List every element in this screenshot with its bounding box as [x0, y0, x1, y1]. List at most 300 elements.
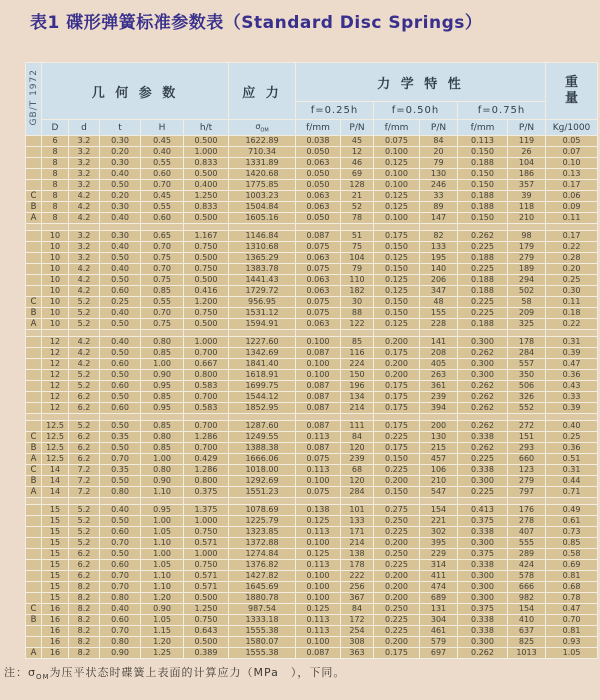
- table-body: [26, 136, 598, 659]
- cell-H: 0.90: [141, 604, 184, 615]
- cell-f-050: 0.225: [374, 626, 420, 637]
- table-row: [26, 454, 598, 465]
- cell-f-025: 0.100: [296, 538, 341, 549]
- cell-H: 1.10: [141, 571, 184, 582]
- cell-f-050: 0.225: [374, 615, 420, 626]
- cell-P-075: 209: [508, 308, 546, 319]
- spacer-cell: [184, 224, 229, 231]
- cell-f-025: 0.075: [296, 242, 341, 253]
- col-label-H: H: [141, 120, 184, 136]
- cell-D: 10: [42, 286, 69, 297]
- cell-weight: 0.36: [546, 443, 598, 454]
- cell-type: A: [26, 648, 42, 659]
- cell-P-025: 367: [341, 593, 374, 604]
- cell-f-075: 0.188: [458, 286, 508, 297]
- cell-t: 0.80: [100, 637, 141, 648]
- cell-P-075: 552: [508, 403, 546, 414]
- cell-P-075: 26: [508, 147, 546, 158]
- col-label-p-n-2: P/N: [420, 120, 458, 136]
- cell-P-075: 272: [508, 421, 546, 432]
- cell-sigma-om: 1249.55: [229, 432, 296, 443]
- header-mechanical: 力 学 特 性: [296, 63, 546, 102]
- cell-h-t: 0.500: [184, 253, 229, 264]
- cell-P-025: 308: [341, 637, 374, 648]
- cell-P-075: 982: [508, 593, 546, 604]
- cell-P-050: 461: [420, 626, 458, 637]
- spacer-cell: [184, 498, 229, 505]
- cell-H: 0.70: [141, 264, 184, 275]
- cell-P-050: 130: [420, 169, 458, 180]
- cell-t: 0.50: [100, 180, 141, 191]
- cell-h-t: 0.750: [184, 527, 229, 538]
- cell-weight: 0.31: [546, 337, 598, 348]
- cell-P-025: 150: [341, 370, 374, 381]
- cell-P-025: 133: [341, 516, 374, 527]
- cell-P-025: 122: [341, 319, 374, 330]
- cell-h-t: 0.429: [184, 454, 229, 465]
- spacer-cell: [42, 414, 69, 421]
- cell-d: 3.2: [69, 231, 100, 242]
- cell-f-025: 0.100: [296, 593, 341, 604]
- table-row: [26, 242, 598, 253]
- cell-P-025: 254: [341, 626, 374, 637]
- spacer-cell: [100, 498, 141, 505]
- cell-f-075: 0.262: [458, 348, 508, 359]
- spacer-cell: [508, 224, 546, 231]
- weight-char-1: 重: [565, 75, 579, 91]
- cell-weight: 0.22: [546, 319, 598, 330]
- spacer-cell: [420, 414, 458, 421]
- cell-sigma-om: 1551.23: [229, 487, 296, 498]
- cell-weight: 0.25: [546, 432, 598, 443]
- cell-P-050: 411: [420, 571, 458, 582]
- cell-t: 0.60: [100, 560, 141, 571]
- cell-f-075: 0.375: [458, 549, 508, 560]
- cell-f-050: 0.225: [374, 560, 420, 571]
- cell-type: B: [26, 615, 42, 626]
- cell-D: 10: [42, 253, 69, 264]
- cell-h-t: 0.500: [184, 169, 229, 180]
- cell-type: [26, 253, 42, 264]
- cell-f-050: 0.125: [374, 202, 420, 213]
- cell-weight: 0.13: [546, 169, 598, 180]
- spacer-cell: [229, 224, 296, 231]
- cell-f-075: 0.262: [458, 392, 508, 403]
- cell-sigma-om: 1323.85: [229, 527, 296, 538]
- cell-d: 3.2: [69, 242, 100, 253]
- cell-sigma-om: 1852.95: [229, 403, 296, 414]
- cell-H: 1.25: [141, 648, 184, 659]
- cell-h-t: 1.200: [184, 297, 229, 308]
- cell-f-075: 0.188: [458, 158, 508, 169]
- cell-D: 8: [42, 202, 69, 213]
- cell-H: 1.10: [141, 538, 184, 549]
- cell-h-t: 0.800: [184, 370, 229, 381]
- cell-h-t: 0.400: [184, 180, 229, 191]
- cell-P-025: 45: [341, 136, 374, 147]
- cell-weight: 0.47: [546, 604, 598, 615]
- cell-D: 16: [42, 615, 69, 626]
- table-row: [26, 337, 598, 348]
- cell-D: 15: [42, 560, 69, 571]
- cell-D: 10: [42, 264, 69, 275]
- spacer-cell: [69, 330, 100, 337]
- cell-sigma-om: 1427.82: [229, 571, 296, 582]
- col-label-t: t: [100, 120, 141, 136]
- spacer-cell: [546, 414, 598, 421]
- cell-d: 4.2: [69, 337, 100, 348]
- table-row: [26, 158, 598, 169]
- cell-P-050: 263: [420, 370, 458, 381]
- cell-f-050: 0.225: [374, 432, 420, 443]
- cell-sigma-om: 1274.84: [229, 549, 296, 560]
- spacer-cell: [229, 498, 296, 505]
- cell-P-025: 111: [341, 421, 374, 432]
- spacer-cell: [374, 414, 420, 421]
- cell-P-075: 797: [508, 487, 546, 498]
- header-f-050h: f=0.50h: [374, 102, 458, 120]
- cell-type: [26, 286, 42, 297]
- spacer-cell: [229, 330, 296, 337]
- cell-type: A: [26, 319, 42, 330]
- cell-h-t: 0.500: [184, 275, 229, 286]
- cell-H: 0.85: [141, 348, 184, 359]
- cell-f-025: 0.063: [296, 202, 341, 213]
- cell-f-075: 0.300: [458, 476, 508, 487]
- cell-P-075: 424: [508, 560, 546, 571]
- cell-sigma-om: 1841.40: [229, 359, 296, 370]
- table-row: [26, 147, 598, 158]
- cell-f-050: 0.175: [374, 443, 420, 454]
- cell-weight: 0.17: [546, 231, 598, 242]
- cell-f-025: 0.100: [296, 582, 341, 593]
- cell-t: 0.40: [100, 604, 141, 615]
- cell-d: 4.2: [69, 275, 100, 286]
- spacer-cell: [26, 498, 42, 505]
- cell-P-025: 84: [341, 432, 374, 443]
- cell-h-t: 1.286: [184, 432, 229, 443]
- cell-weight: 0.43: [546, 381, 598, 392]
- cell-type: [26, 549, 42, 560]
- spacer-cell: [100, 330, 141, 337]
- cell-f-050: 0.125: [374, 275, 420, 286]
- cell-f-075: 0.262: [458, 403, 508, 414]
- cell-h-t: 0.833: [184, 202, 229, 213]
- cell-P-075: 825: [508, 637, 546, 648]
- cell-f-050: 0.150: [374, 487, 420, 498]
- spacer-cell: [420, 224, 458, 231]
- spacer-cell: [420, 498, 458, 505]
- cell-P-025: 30: [341, 297, 374, 308]
- cell-f-025: 0.125: [296, 516, 341, 527]
- cell-P-050: 147: [420, 213, 458, 224]
- cell-sigma-om: 1441.43: [229, 275, 296, 286]
- cell-type: [26, 381, 42, 392]
- cell-sigma-om: 1227.60: [229, 337, 296, 348]
- cell-H: 0.75: [141, 275, 184, 286]
- cell-P-075: 118: [508, 202, 546, 213]
- cell-type: [26, 136, 42, 147]
- cell-h-t: 1.167: [184, 231, 229, 242]
- cell-t: 0.50: [100, 421, 141, 432]
- cell-P-075: 407: [508, 527, 546, 538]
- cell-t: 0.60: [100, 527, 141, 538]
- cell-f-075: 0.300: [458, 637, 508, 648]
- cell-P-050: 154: [420, 505, 458, 516]
- cell-d: 6.2: [69, 549, 100, 560]
- cell-P-025: 214: [341, 538, 374, 549]
- cell-sigma-om: 1342.69: [229, 348, 296, 359]
- cell-f-050: 0.125: [374, 253, 420, 264]
- cell-H: 0.90: [141, 476, 184, 487]
- cell-H: 1.20: [141, 593, 184, 604]
- cell-d: 8.2: [69, 637, 100, 648]
- cell-d: 8.2: [69, 626, 100, 637]
- cell-f-050: 0.200: [374, 476, 420, 487]
- cell-P-050: 228: [420, 319, 458, 330]
- cell-D: 10: [42, 308, 69, 319]
- cell-D: 8: [42, 169, 69, 180]
- cell-P-050: 347: [420, 286, 458, 297]
- cell-h-t: 1.000: [184, 549, 229, 560]
- cell-P-025: 12: [341, 147, 374, 158]
- cell-P-050: 89: [420, 202, 458, 213]
- cell-weight: 0.17: [546, 180, 598, 191]
- cell-f-075: 0.225: [458, 454, 508, 465]
- cell-weight: 0.11: [546, 297, 598, 308]
- cell-h-t: 0.500: [184, 136, 229, 147]
- cell-type: [26, 403, 42, 414]
- cell-f-075: 0.225: [458, 487, 508, 498]
- cell-P-075: 154: [508, 604, 546, 615]
- cell-sigma-om: 1622.89: [229, 136, 296, 147]
- cell-P-025: 239: [341, 454, 374, 465]
- table-row: [26, 432, 598, 443]
- cell-weight: 0.25: [546, 275, 598, 286]
- cell-D: 15: [42, 527, 69, 538]
- cell-f-025: 0.100: [296, 571, 341, 582]
- spacer-cell: [296, 414, 341, 421]
- cell-h-t: 1.000: [184, 516, 229, 527]
- col-label-d: d: [69, 120, 100, 136]
- table-row: [26, 582, 598, 593]
- cell-t: 0.35: [100, 432, 141, 443]
- cell-d: 5.2: [69, 297, 100, 308]
- cell-d: 5.2: [69, 381, 100, 392]
- cell-P-050: 210: [420, 476, 458, 487]
- cell-P-075: 39: [508, 191, 546, 202]
- spacer-cell: [420, 330, 458, 337]
- cell-f-025: 0.038: [296, 136, 341, 147]
- cell-h-t: 0.416: [184, 286, 229, 297]
- spacer-cell: [508, 330, 546, 337]
- cell-h-t: 1.000: [184, 147, 229, 158]
- cell-P-050: 239: [420, 392, 458, 403]
- cell-D: 8: [42, 191, 69, 202]
- table-row: [26, 381, 598, 392]
- cell-P-025: 224: [341, 359, 374, 370]
- cell-f-025: 0.113: [296, 560, 341, 571]
- cell-P-050: 395: [420, 538, 458, 549]
- spacer-cell: [374, 498, 420, 505]
- cell-weight: 0.51: [546, 454, 598, 465]
- cell-t: 0.50: [100, 275, 141, 286]
- cell-sigma-om: 1504.84: [229, 202, 296, 213]
- cell-D: 14: [42, 487, 69, 498]
- spacer-cell: [42, 330, 69, 337]
- spacer-cell: [341, 498, 374, 505]
- cell-f-075: 0.338: [458, 560, 508, 571]
- cell-type: [26, 505, 42, 516]
- group-spacer-row: [26, 224, 598, 231]
- cell-h-t: 0.700: [184, 421, 229, 432]
- spacer-cell: [546, 224, 598, 231]
- cell-P-025: 79: [341, 264, 374, 275]
- cell-f-050: 0.150: [374, 454, 420, 465]
- cell-t: 0.70: [100, 538, 141, 549]
- cell-sigma-om: 956.95: [229, 297, 296, 308]
- cell-f-050: 0.150: [374, 308, 420, 319]
- cell-type: [26, 264, 42, 275]
- cell-P-025: 75: [341, 242, 374, 253]
- cell-weight: 0.69: [546, 560, 598, 571]
- cell-weight: 0.33: [546, 392, 598, 403]
- cell-D: 16: [42, 626, 69, 637]
- cell-P-025: 256: [341, 582, 374, 593]
- cell-P-075: 186: [508, 169, 546, 180]
- cell-P-075: 284: [508, 348, 546, 359]
- cell-f-025: 0.087: [296, 381, 341, 392]
- cell-f-025: 0.063: [296, 253, 341, 264]
- cell-type: B: [26, 476, 42, 487]
- cell-P-025: 78: [341, 213, 374, 224]
- header-stress: 应 力: [229, 63, 296, 120]
- cell-type: C: [26, 604, 42, 615]
- cell-type: [26, 275, 42, 286]
- cell-d: 5.2: [69, 308, 100, 319]
- cell-d: 6.2: [69, 403, 100, 414]
- cell-P-025: 120: [341, 476, 374, 487]
- cell-f-025: 0.050: [296, 213, 341, 224]
- cell-t: 0.60: [100, 286, 141, 297]
- cell-H: 0.80: [141, 432, 184, 443]
- cell-H: 0.40: [141, 147, 184, 158]
- spacer-cell: [141, 498, 184, 505]
- cell-P-050: 33: [420, 191, 458, 202]
- cell-P-075: 210: [508, 213, 546, 224]
- cell-t: 0.40: [100, 308, 141, 319]
- cell-D: 15: [42, 571, 69, 582]
- spacer-cell: [69, 498, 100, 505]
- cell-t: 0.50: [100, 516, 141, 527]
- cell-D: 10: [42, 297, 69, 308]
- cell-f-050: 0.175: [374, 381, 420, 392]
- cell-d: 8.2: [69, 582, 100, 593]
- cell-d: 5.2: [69, 319, 100, 330]
- cell-t: 0.60: [100, 615, 141, 626]
- cell-t: 0.20: [100, 191, 141, 202]
- spacer-cell: [26, 414, 42, 421]
- spacer-cell: [69, 224, 100, 231]
- cell-f-075: 0.225: [458, 264, 508, 275]
- cell-t: 0.70: [100, 571, 141, 582]
- cell-type: B: [26, 443, 42, 454]
- cell-d: 3.2: [69, 136, 100, 147]
- spacer-cell: [141, 224, 184, 231]
- cell-h-t: 0.700: [184, 392, 229, 403]
- cell-t: 0.60: [100, 359, 141, 370]
- cell-d: 7.2: [69, 476, 100, 487]
- group-spacer-row: [26, 414, 598, 421]
- cell-P-025: 284: [341, 487, 374, 498]
- cell-f-050: 0.200: [374, 637, 420, 648]
- cell-sigma-om: 1331.89: [229, 158, 296, 169]
- cell-t: 0.40: [100, 505, 141, 516]
- cell-f-025: 0.063: [296, 191, 341, 202]
- cell-P-050: 133: [420, 242, 458, 253]
- cell-P-025: 363: [341, 648, 374, 659]
- cell-H: 0.80: [141, 337, 184, 348]
- spacer-cell: [508, 414, 546, 421]
- table-row: [26, 253, 598, 264]
- cell-h-t: 0.700: [184, 348, 229, 359]
- cell-P-075: 178: [508, 337, 546, 348]
- cell-f-050: 0.200: [374, 370, 420, 381]
- cell-f-075: 0.300: [458, 571, 508, 582]
- cell-sigma-om: 1388.38: [229, 443, 296, 454]
- cell-f-050: 0.200: [374, 582, 420, 593]
- cell-f-075: 0.413: [458, 505, 508, 516]
- table-row: [26, 516, 598, 527]
- cell-h-t: 0.833: [184, 158, 229, 169]
- spacer-cell: [374, 224, 420, 231]
- cell-h-t: 0.500: [184, 213, 229, 224]
- cell-f-050: 0.200: [374, 593, 420, 604]
- disc-spring-table: [25, 62, 598, 659]
- cell-H: 0.55: [141, 202, 184, 213]
- cell-H: 1.20: [141, 637, 184, 648]
- cell-f-025: 0.063: [296, 286, 341, 297]
- cell-f-025: 0.075: [296, 264, 341, 275]
- cell-d: 6.2: [69, 443, 100, 454]
- cell-type: [26, 147, 42, 158]
- spacer-cell: [374, 330, 420, 337]
- cell-weight: 0.22: [546, 242, 598, 253]
- cell-d: 5.2: [69, 538, 100, 549]
- cell-weight: 0.06: [546, 191, 598, 202]
- page-title: 表1 碟形弹簧标准参数表（Standard Disc Springs）: [30, 13, 483, 33]
- cell-D: 10: [42, 275, 69, 286]
- cell-H: 0.85: [141, 392, 184, 403]
- cell-weight: 0.58: [546, 549, 598, 560]
- col-label-h-t: h/t: [184, 120, 229, 136]
- spacer-cell: [42, 224, 69, 231]
- cell-h-t: 0.500: [184, 637, 229, 648]
- table-row: [26, 487, 598, 498]
- cell-d: 3.2: [69, 253, 100, 264]
- cell-D: 12: [42, 403, 69, 414]
- header-f-025h: f=0.25h: [296, 102, 374, 120]
- cell-f-075: 0.150: [458, 147, 508, 158]
- cell-type: [26, 158, 42, 169]
- cell-H: 1.00: [141, 549, 184, 560]
- cell-P-025: 222: [341, 571, 374, 582]
- cell-f-075: 0.300: [458, 370, 508, 381]
- table-header: [26, 63, 598, 136]
- cell-weight: 0.61: [546, 516, 598, 527]
- cell-f-025: 0.113: [296, 432, 341, 443]
- table-row: [26, 549, 598, 560]
